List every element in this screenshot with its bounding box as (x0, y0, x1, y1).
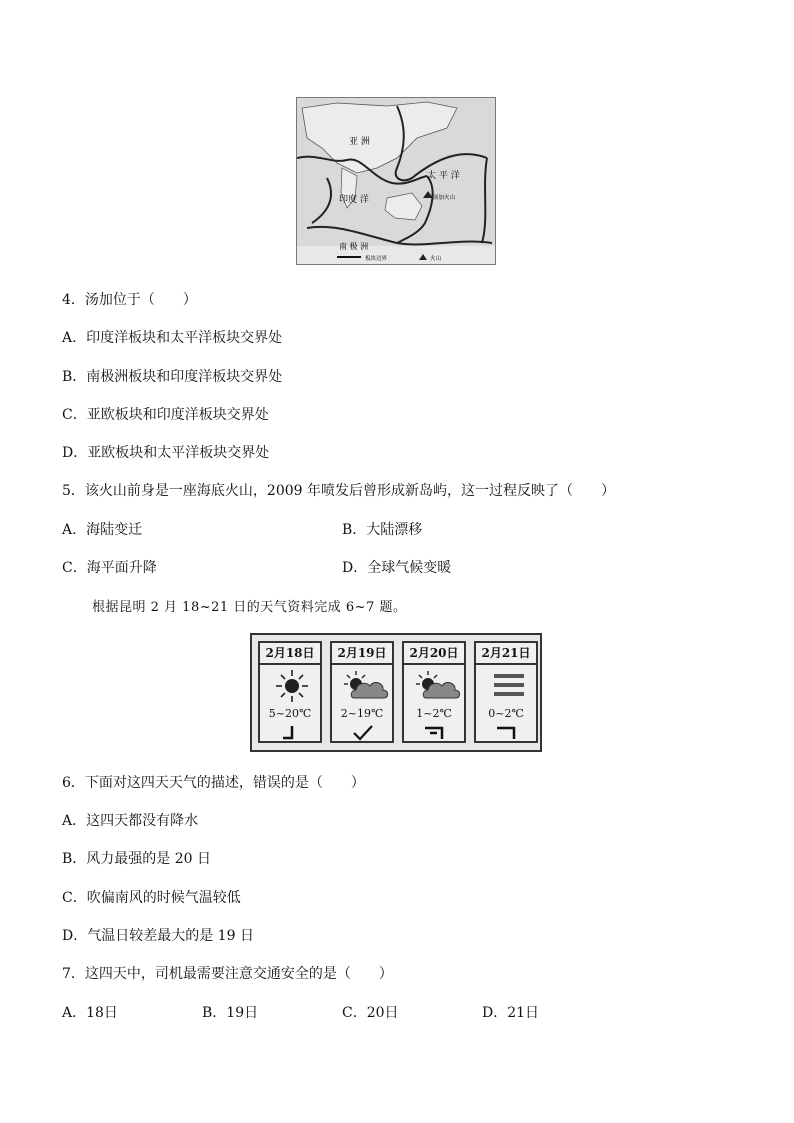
sun-cloud-icon (342, 668, 390, 704)
q7-option-c[interactable]: C．20日 (342, 1005, 399, 1021)
q5-option-b[interactable]: B．大陆漂移 (342, 522, 423, 538)
weather-day-card (258, 641, 322, 743)
q5-option-c[interactable]: C．海平面升降 (62, 560, 157, 576)
weather-date: 2月18日 (260, 643, 320, 665)
plate-boundary-line (482, 158, 487, 243)
pacific-label: 太 平 洋 (427, 171, 460, 181)
question-5-stem: 5．该火山前身是一座海底火山，2009 年喷发后曾形成新岛屿，这一过程反映了（ ） (62, 483, 615, 499)
q7-option-d[interactable]: D．21日 (482, 1005, 540, 1021)
q4-option-a[interactable]: A．印度洋板块和太平洋板块交界处 (62, 330, 283, 346)
q6-option-d[interactable]: D．气温日较差最大的是 19 日 (62, 928, 254, 944)
weather-day-card (402, 641, 466, 743)
q7-option-a[interactable]: A．18日 (62, 1005, 118, 1021)
plate-map (297, 98, 495, 264)
q4-option-c[interactable]: C．亚欧板块和印度洋板块交界处 (62, 407, 269, 423)
question-6-stem: 6．下面对这四天天气的描述，错误的是（ ） (62, 775, 365, 791)
q4-option-d[interactable]: D．亚欧板块和太平洋板块交界处 (62, 445, 270, 461)
weather-date: 2月21日 (476, 643, 536, 665)
legend-boundary-label: 板块边界 (365, 256, 388, 262)
weather-temp: 2~19℃ (340, 707, 384, 720)
wind-symbol-icon (424, 725, 444, 741)
weather-day-card (474, 641, 538, 743)
weather-intro: 根据昆明 2 月 18~21 日的天气资料完成 6~7 题。 (92, 600, 407, 615)
legend-volcano-label: 火山 (430, 256, 442, 262)
asia-label: 亚 洲 (349, 137, 370, 147)
question-4-stem: 4．汤加位于（ ） (62, 292, 197, 308)
q5-option-a[interactable]: A．海陆变迁 (62, 522, 143, 538)
fog-icon (486, 668, 530, 704)
wind-symbol-icon (496, 725, 516, 741)
australia-land (385, 193, 422, 220)
weather-date: 2月19日 (332, 643, 392, 665)
plate-map-figure (296, 97, 496, 265)
tonga-label: 汤加火山 (433, 195, 456, 201)
plate-boundary-line (312, 178, 331, 223)
weather-temp: 5~20℃ (268, 707, 312, 720)
question-7-stem: 7．这四天中，司机最需要注意交通安全的是（ ） (62, 966, 393, 982)
q5-option-d[interactable]: D．全球气候变暖 (342, 560, 452, 576)
weather-date: 2月20日 (404, 643, 464, 665)
weather-day-card (330, 641, 394, 743)
q6-option-a[interactable]: A．这四天都没有降水 (62, 813, 199, 829)
sun-cloud-icon (414, 668, 462, 704)
antarctica-label: 南 极 洲 (339, 242, 369, 251)
q4-option-b[interactable]: B．南极洲板块和印度洋板块交界处 (62, 369, 283, 385)
q7-option-b[interactable]: B．19日 (202, 1005, 259, 1021)
indian-ocean-label: 印度 洋 (339, 195, 369, 205)
weather-panel (250, 633, 542, 752)
wind-symbol-icon (280, 725, 300, 741)
weather-temp: 1~2℃ (416, 707, 452, 720)
sun-icon (270, 668, 314, 704)
checkmark-icon (352, 725, 374, 741)
volcano-icon (423, 191, 433, 198)
antarctica-land (297, 246, 495, 264)
weather-temp: 0~2℃ (488, 707, 524, 720)
q6-option-b[interactable]: B．风力最强的是 20 日 (62, 851, 212, 867)
q6-option-c[interactable]: C．吹偏南风的时候气温较低 (62, 890, 241, 906)
